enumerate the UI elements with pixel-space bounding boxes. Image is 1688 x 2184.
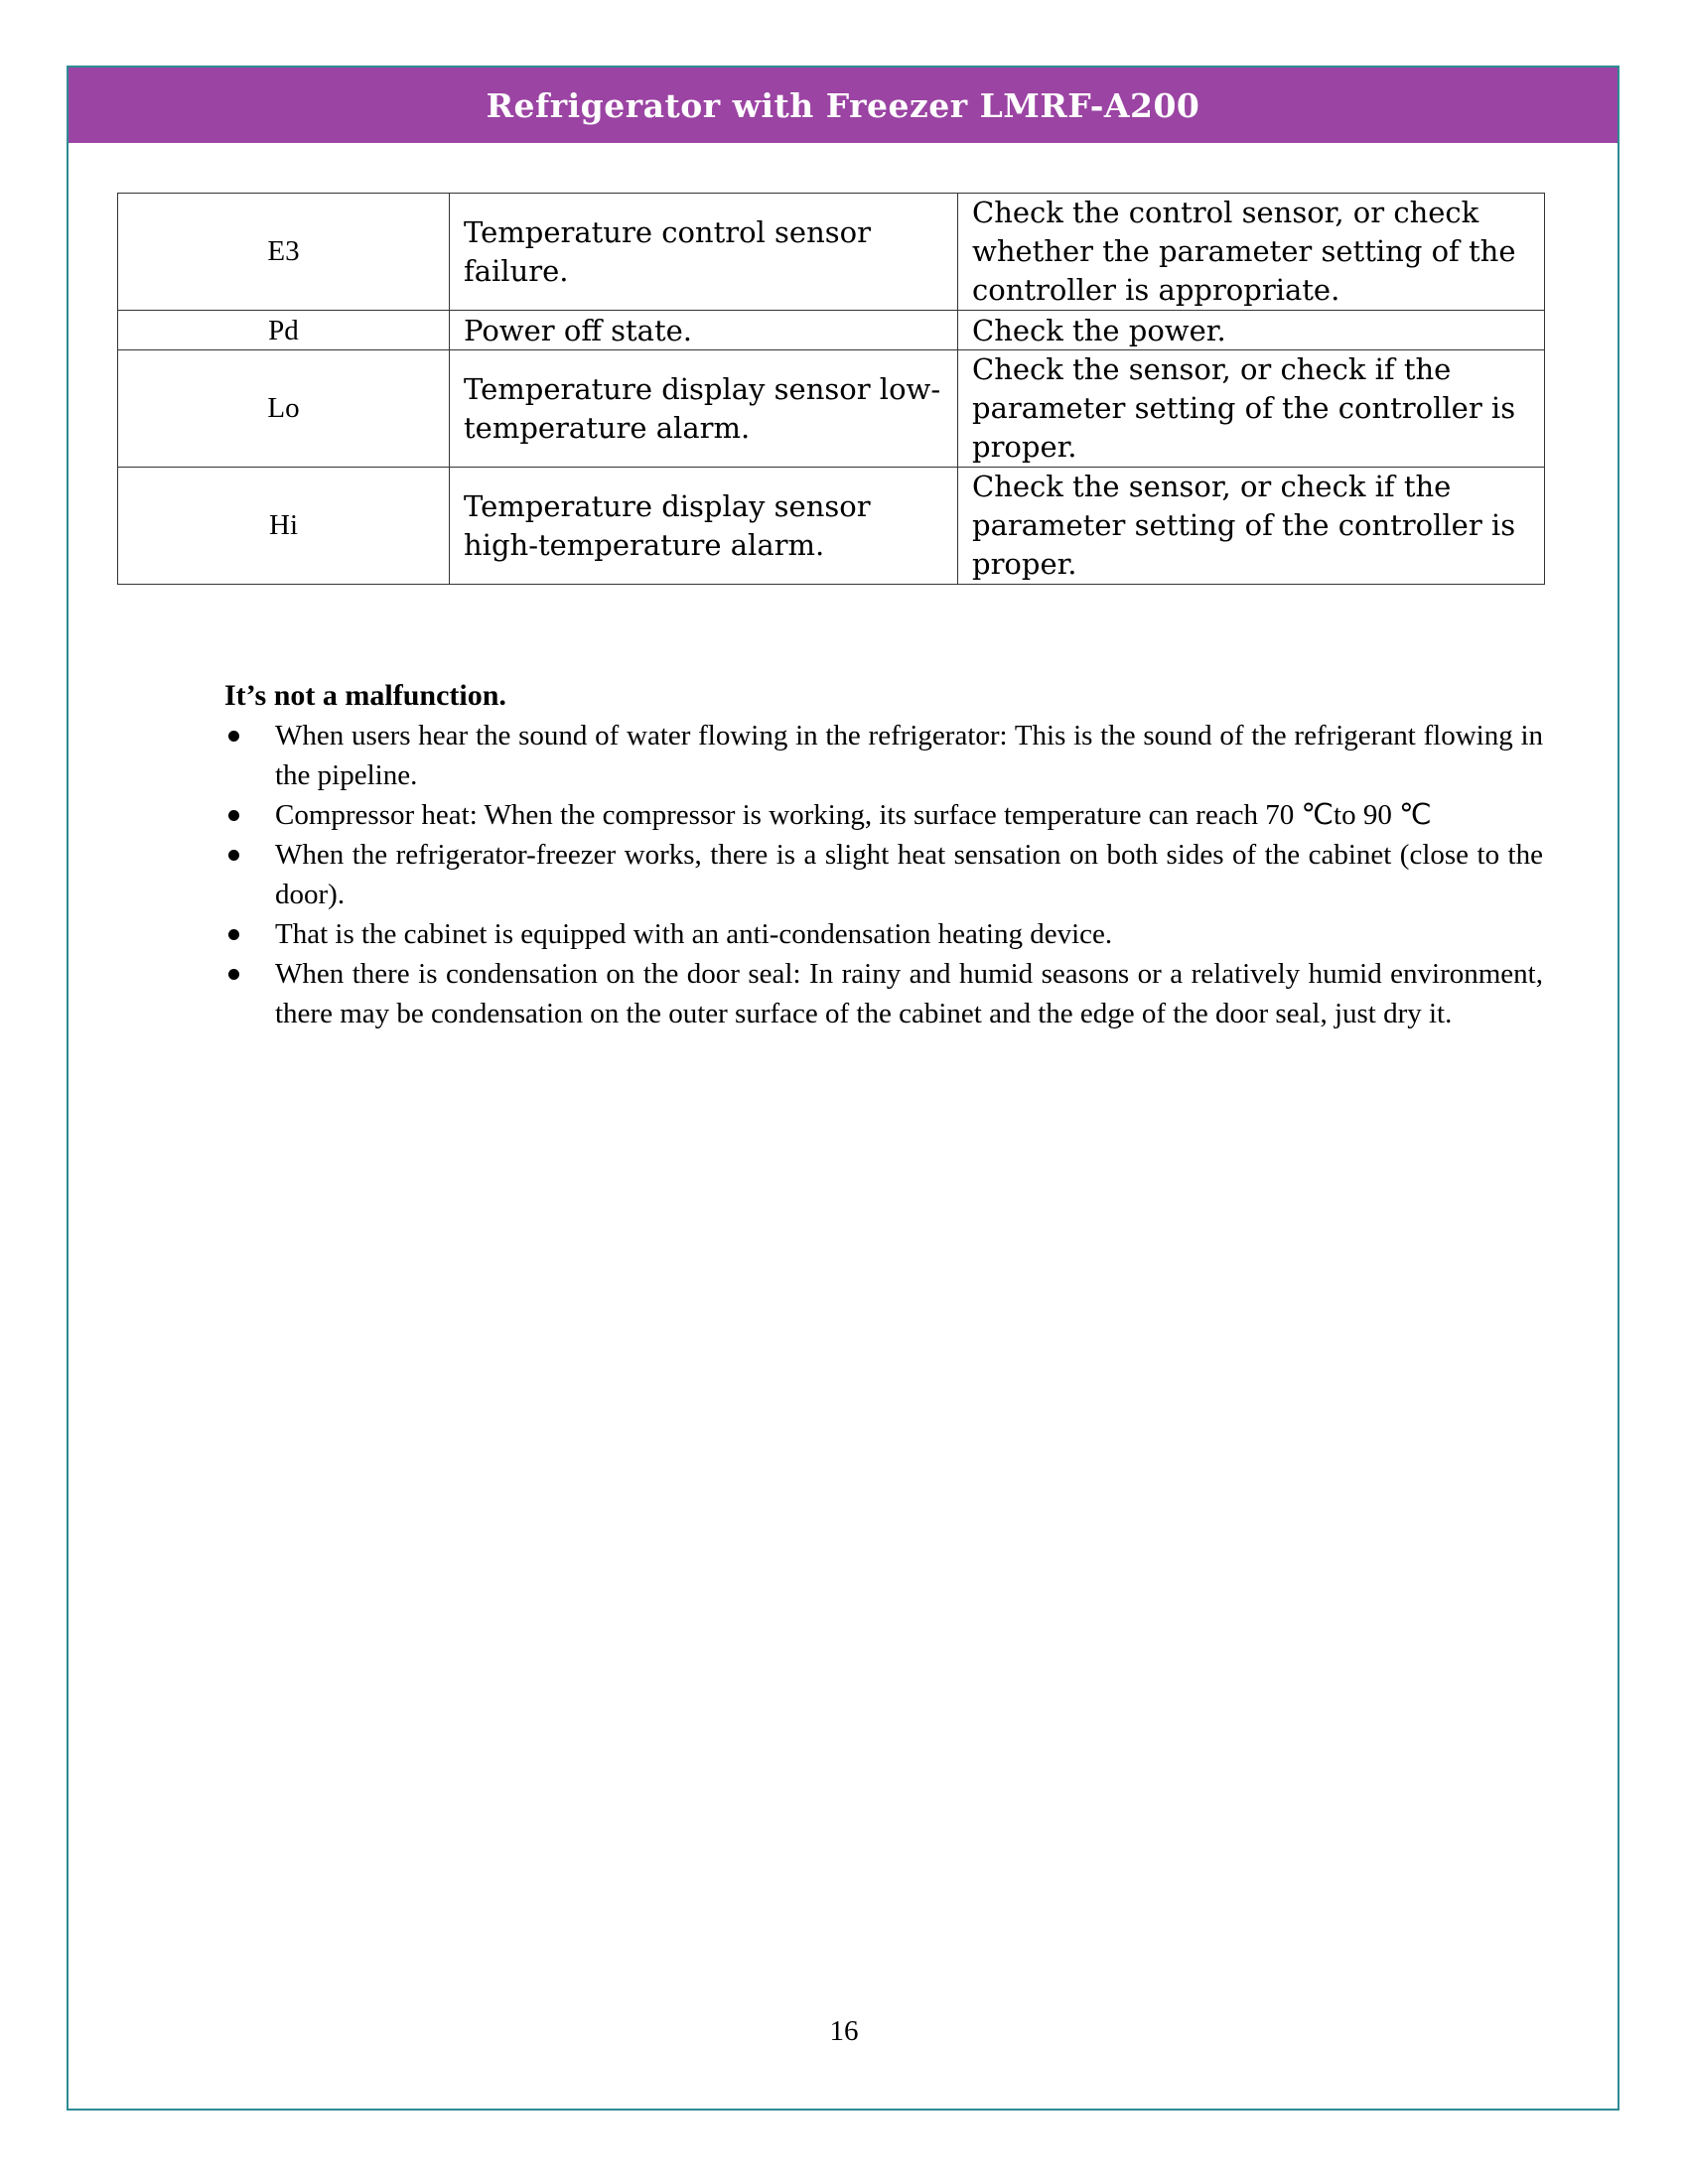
document-title: Refrigerator with Freezer LMRF-A200	[486, 85, 1200, 125]
error-description: Temperature display sensor high-temperature alarm.	[450, 468, 958, 585]
notes-list	[224, 716, 1543, 1033]
error-solution: Check the sensor, or check if the parameter setting of the controller is proper.	[958, 350, 1545, 468]
error-code: E3	[118, 194, 450, 311]
error-solution: Check the power.	[958, 311, 1545, 350]
table-row	[118, 350, 1545, 468]
page-header-banner	[69, 68, 1618, 143]
table-row	[118, 468, 1545, 585]
page-number: 16	[829, 2015, 859, 2047]
list-item	[224, 795, 1543, 835]
list-item	[224, 914, 1543, 954]
list-item	[224, 954, 1543, 1033]
notes-section	[224, 676, 1543, 1033]
list-item	[224, 835, 1543, 914]
error-solution: Check the control sensor, or check whether the parameter setting of the controller is appropriate.	[958, 194, 1545, 311]
list-item	[224, 716, 1543, 795]
error-solution: Check the sensor, or check if the parameter setting of the controller is proper.	[958, 468, 1545, 585]
error-description: Temperature display sensor low-temperature alarm.	[450, 350, 958, 468]
list-item-text: Compressor heat: When the compressor is working, its surface temperature can reach 70 ℃to 90 ℃	[275, 799, 1432, 831]
bullet-icon	[228, 969, 239, 980]
table-row	[118, 311, 1545, 350]
bullet-icon	[228, 731, 239, 742]
bullet-icon	[228, 850, 239, 861]
error-description: Power off state.	[450, 311, 958, 350]
error-description: Temperature control sensor failure.	[450, 194, 958, 311]
error-code-table	[117, 193, 1545, 585]
table-row	[118, 194, 1545, 311]
list-item-text: When the refrigerator-freezer works, there is a slight heat sensation on both sides of the cabinet (close to the door).	[275, 839, 1543, 910]
error-code: Hi	[118, 468, 450, 585]
notes-heading: It’s not a malfunction.	[224, 679, 506, 712]
list-item-text: When there is condensation on the door seal: In rainy and humid seasons or a relatively humid environment, there may be condensation on the outer surface of the cabinet and the edge of the door seal, just dry it.	[275, 958, 1543, 1029]
error-code: Lo	[118, 350, 450, 468]
bullet-icon	[228, 810, 239, 821]
bullet-icon	[228, 929, 239, 940]
list-item-text: When users hear the sound of water flowing in the refrigerator: This is the sound of the refrigerant flowing in the pipeline.	[275, 720, 1543, 791]
list-item-text: That is the cabinet is equipped with an anti-condensation heating device.	[275, 918, 1113, 950]
error-code: Pd	[118, 311, 450, 350]
